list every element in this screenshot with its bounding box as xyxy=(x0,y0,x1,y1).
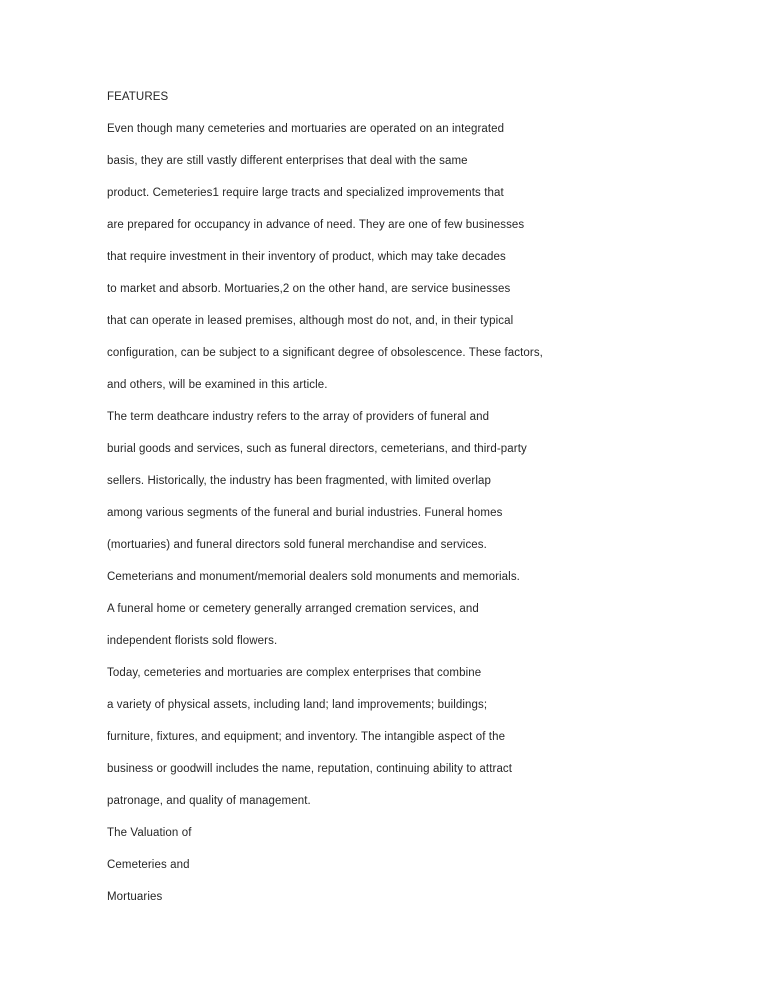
text-line: and others, will be examined in this article. xyxy=(107,379,328,391)
text-line: business or goodwill includes the name, reputation, continuing ability to attract xyxy=(107,763,513,775)
text-line: Cemeteries and xyxy=(107,859,190,871)
text-line: a variety of physical assets, including land; land improvements; buildings; xyxy=(107,699,488,711)
text-line: A funeral home or cemetery generally arranged cremation services, and xyxy=(107,603,479,615)
text-line: Mortuaries xyxy=(107,891,163,903)
text-line: configuration, can be subject to a significant degree of obsolescence. These factors, xyxy=(107,347,543,359)
article-heading: FEATURES xyxy=(107,91,169,103)
text-line: independent florists sold flowers. xyxy=(107,635,278,647)
text-line: burial goods and services, such as funeral directors, cemeterians, and third-party xyxy=(107,443,527,455)
text-line: The term deathcare industry refers to the array of providers of funeral and xyxy=(107,411,490,423)
text-line: Cemeterians and monument/memorial dealers sold monuments and memorials. xyxy=(107,571,520,583)
text-line: basis, they are still vastly different enterprises that deal with the same xyxy=(107,155,468,167)
text-line: that can operate in leased premises, although most do not, and, in their typical xyxy=(107,315,514,327)
text-line: Even though many cemeteries and mortuaries are operated on an integrated xyxy=(107,123,505,135)
text-line: product. Cemeteries1 require large tracts and specialized improvements that xyxy=(107,187,504,199)
text-line: are prepared for occupancy in advance of need. They are one of few businesses xyxy=(107,219,525,231)
text-line: that require investment in their inventory of product, which may take decades xyxy=(107,251,506,263)
text-line: to market and absorb. Mortuaries,2 on the other hand, are service businesses xyxy=(107,283,511,295)
text-line: Today, cemeteries and mortuaries are complex enterprises that combine xyxy=(107,667,482,679)
article-text xyxy=(107,81,747,913)
text-line: The Valuation of xyxy=(107,827,192,839)
text-line: sellers. Historically, the industry has been fragmented, with limited overlap xyxy=(107,475,491,487)
text-line: among various segments of the funeral and burial industries. Funeral homes xyxy=(107,507,503,519)
text-line: (mortuaries) and funeral directors sold funeral merchandise and services. xyxy=(107,539,487,551)
text-line: patronage, and quality of management. xyxy=(107,795,311,807)
text-line: furniture, fixtures, and equipment; and inventory. The intangible aspect of the xyxy=(107,731,506,743)
